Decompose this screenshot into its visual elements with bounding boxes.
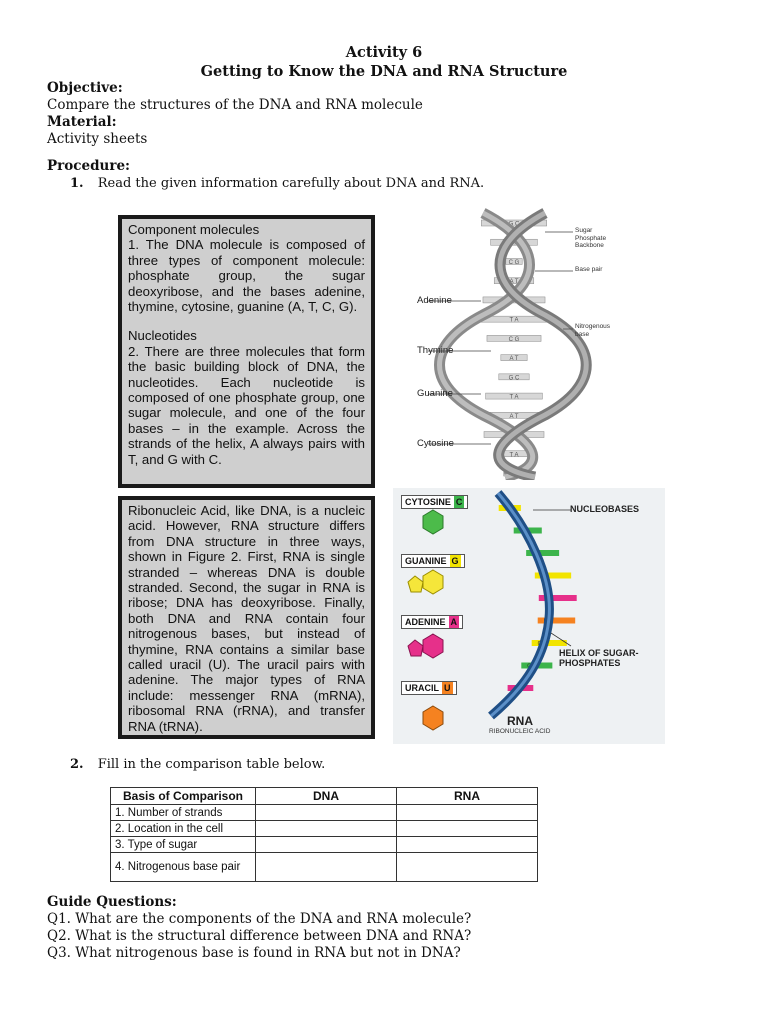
dna-base-pair-label: T A — [509, 452, 519, 459]
dna-cell[interactable] — [256, 837, 397, 853]
dna-base-pair-label: C G — [508, 336, 520, 343]
material-text: Activity sheets — [47, 131, 148, 147]
rna-nucleobase-letter: C — [519, 528, 524, 535]
label-helix-sugar-phosphates: HELIX OF SUGAR-PHOSPHATES — [559, 648, 639, 668]
step-number: 2. — [70, 757, 84, 772]
step-text: Fill in the comparison table below. — [97, 757, 326, 772]
label-sugar-phosphate: Sugar Phosphate Backbone — [575, 227, 607, 249]
dna-helix-diagram — [395, 205, 635, 480]
base-label-adenine: ADENINE A — [401, 615, 463, 629]
rna-nucleobase-letter: G — [540, 573, 545, 580]
rna-nucleobase-letter: C — [532, 551, 536, 557]
label-ribonucleic-acid: RIBONUCLEIC ACID — [489, 728, 551, 735]
dna-base-pair-label: T A — [509, 240, 519, 247]
dna-para-nucleotides: 2. There are three molecules that form the basic building block of DNA, the nucleotides. Each nucleotide is composed of one phosphate group, one sugar molecule, and one of the four bases – in the example. Across the strands of the helix, A always pairs with T, and G with C. — [128, 343, 365, 467]
page-title: Getting to Know the DNA and RNA Structure — [200, 63, 568, 80]
dna-base-pair-label: G C — [508, 298, 520, 305]
label-nitrogenous-base: Nitrogenous base — [575, 323, 611, 338]
table-row — [111, 853, 538, 882]
label-adenine: Adenine — [417, 295, 452, 306]
label-rna: RNA — [507, 714, 533, 728]
row-label: 2. Location in the cell — [111, 821, 256, 837]
rna-cell[interactable] — [397, 853, 538, 882]
uracil-molecule-icon — [423, 706, 443, 730]
rna-info-box — [118, 496, 375, 739]
rna-cell[interactable] — [397, 805, 538, 821]
label-base-pair: Base pair — [575, 266, 603, 273]
objective-label: Objective: — [47, 80, 123, 96]
dna-cell[interactable] — [256, 821, 397, 837]
label-nucleobases: NUCLEOBASES — [570, 504, 640, 514]
comparison-table — [110, 787, 538, 882]
table-header-row — [111, 788, 538, 805]
dna-base-pair-label: G C — [508, 375, 520, 382]
procedure-step-2 — [70, 757, 325, 772]
dna-base-pair-label: T A — [509, 394, 519, 401]
rna-nucleobase-letter: G — [537, 641, 542, 647]
rna-nucleobase-letter: C — [527, 663, 531, 670]
rna-para: Ribonucleic Acid, like DNA, is a nucleic acid. However, RNA structure differs from DNA structure in three ways, shown in Figure 2. First, RNA is single stranded – whereas DNA is double stranded. Second, the sugar in RNA is ribose; DNA has deoxyribose. Finally, both DNA and RNA contain four nitrogenous bases, but instead of thymine, RNA contains a similar base called uracil (U). The uracil pairs with adenine. The major types of RNA include: messenger RNA (mRNA), ribosomal RNA (rRNA), and transfer RNA (tRNA). — [128, 503, 365, 734]
label-guanine: Guanine — [417, 388, 453, 399]
dna-base-pair-label: G C — [508, 221, 520, 228]
guide-question-3: Q3. What nitrogenous base is found in RNA but not in DNA? — [47, 945, 461, 961]
row-label: 1. Number of strands — [111, 805, 256, 821]
dna-heading-nucleotides: Nucleotides — [128, 328, 197, 344]
row-label: 4. Nitrogenous base pair — [111, 853, 256, 882]
dna-heading-component: Component molecules — [128, 222, 260, 237]
guide-questions-label: Guide Questions: — [47, 894, 177, 910]
row-label: 3. Type of sugar — [111, 837, 256, 853]
dna-base-pair-label: T A — [509, 317, 519, 324]
base-label-uracil: URACIL U — [401, 681, 457, 695]
procedure-label: Procedure: — [47, 158, 131, 174]
dna-cell[interactable] — [256, 853, 397, 882]
dna-base-pair-label: A T — [509, 356, 519, 363]
dna-info-box — [118, 215, 375, 488]
rna-cell[interactable] — [397, 837, 538, 853]
rna-nucleobase-letter: G — [504, 506, 509, 512]
dna-cell[interactable] — [256, 805, 397, 821]
material-label: Material: — [47, 114, 117, 130]
table-row — [111, 837, 538, 853]
header-basis: Basis of Comparison — [111, 788, 256, 805]
guide-question-2: Q2. What is the structural difference between DNA and RNA? — [47, 928, 472, 944]
rna-diagram — [393, 488, 665, 744]
objective-text: Compare the structures of the DNA and RNA molecule — [47, 97, 423, 113]
dna-base-pair-label: A T — [509, 413, 519, 420]
activity-number: Activity 6 — [345, 44, 423, 61]
dna-base-pair-label: A T — [509, 471, 519, 478]
table-row — [111, 821, 538, 837]
rna-cell[interactable] — [397, 821, 538, 837]
rna-nucleobase-letter: A — [544, 596, 549, 602]
dna-base-pair-label: C G — [508, 433, 520, 440]
dna-base-pair-label: C G — [508, 259, 520, 266]
base-label-cytosine: CYTOSINE C — [401, 495, 468, 509]
dna-base-pair-label: A T — [509, 279, 519, 286]
step-number: 1. — [70, 176, 84, 191]
label-thymine: Thymine — [417, 345, 454, 356]
base-label-guanine: GUANINE G — [401, 554, 465, 568]
header-rna: RNA — [397, 788, 538, 805]
header-dna: DNA — [256, 788, 397, 805]
adenine-molecule-icon — [423, 634, 443, 658]
cytosine-molecule-icon — [423, 510, 443, 534]
dna-para-component: 1. The DNA molecule is composed of three types of component molecule: phosphate group, the sugar deoxyribose, and the bases adenine, thymine, cytosine, guanine (A, T, C, G). — [128, 237, 365, 315]
rna-nucleobase-letter: A — [513, 686, 517, 692]
rna-graphic — [393, 488, 665, 744]
rna-nucleobase-letter: U — [543, 618, 548, 625]
procedure-step-1 — [70, 176, 484, 191]
table-row — [111, 805, 538, 821]
label-cytosine: Cytosine — [417, 438, 454, 449]
guanine-molecule-icon — [423, 570, 443, 594]
step-text: Read the given information carefully about DNA and RNA. — [97, 176, 485, 191]
guide-question-1: Q1. What are the components of the DNA and RNA molecule? — [47, 911, 472, 927]
